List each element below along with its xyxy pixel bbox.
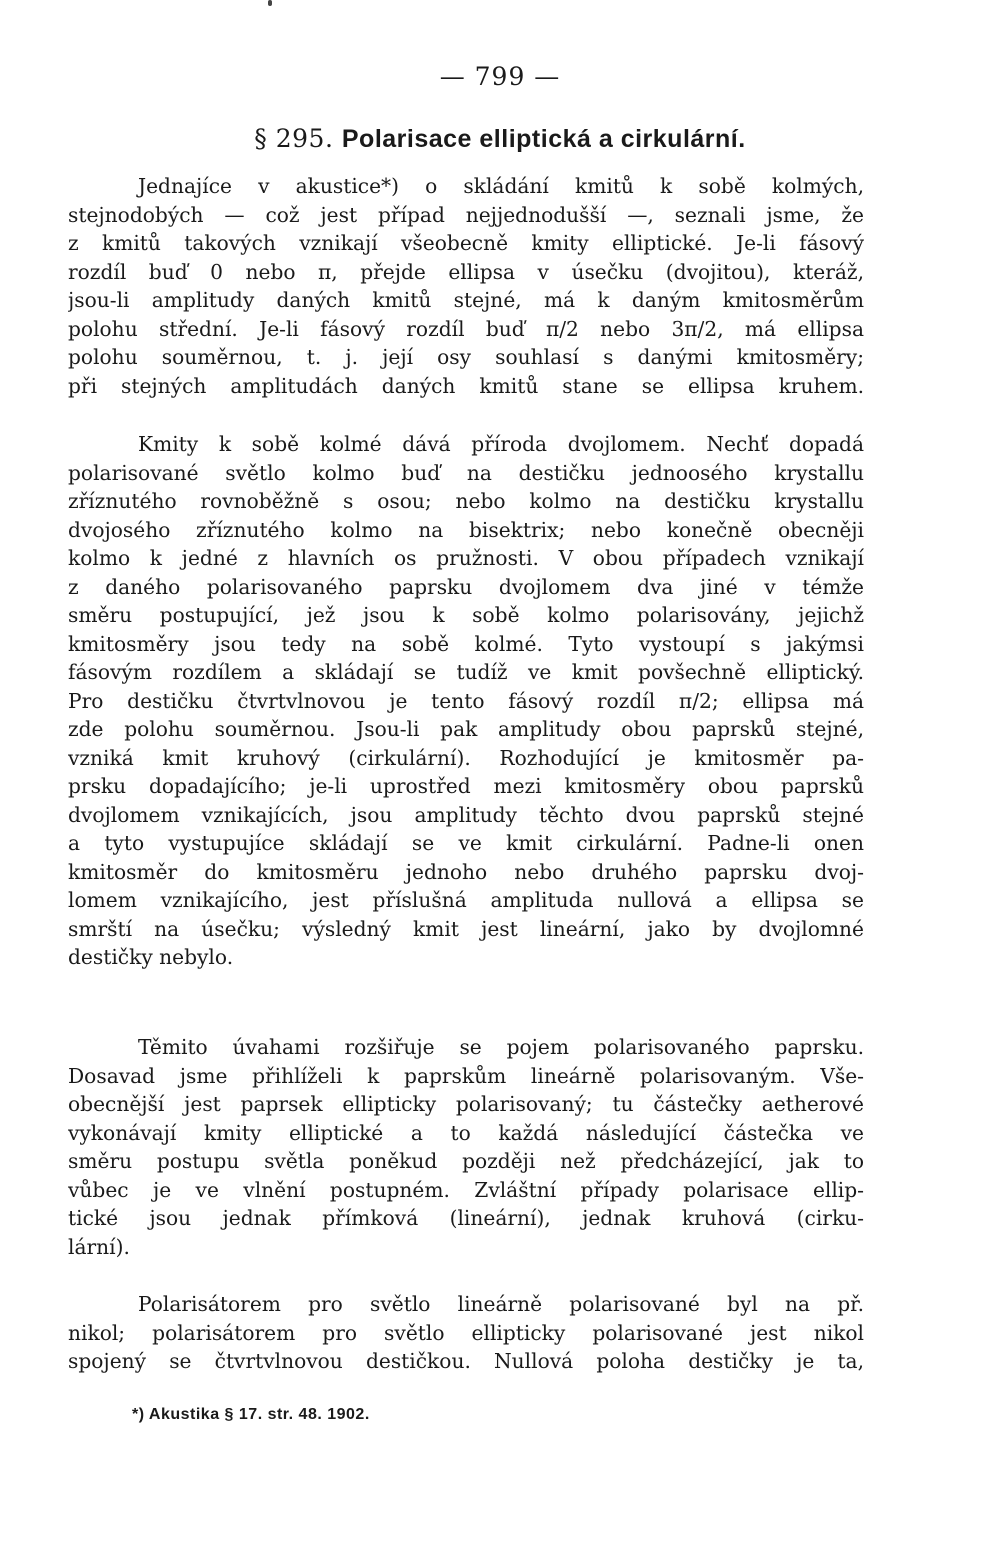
text-line: kmitosměr do kmitosměru jednoho nebo druhého paprsku dvoj-	[68, 859, 864, 884]
text-line: tické jsou jednak přímková (lineární), jednak kruhová (cirku-	[68, 1206, 864, 1230]
text-line: spojený se čtvrtvlnovou destičkou. Nullová poloha destičky je ta,	[68, 1349, 864, 1373]
text-line: Dosavad jsme přihlíželi k paprskům lineárně polarisovaným. Vše-	[68, 1063, 864, 1088]
section-title: Polarisace elliptická a cirkulární.	[341, 125, 746, 153]
section-heading	[0, 124, 1000, 154]
text-line: stejnodobých — což jest případ nejjednodušší —, seznali jsme, že	[68, 202, 864, 227]
paragraph-4	[68, 1290, 864, 1376]
text-line: nikol; polarisátorem pro světlo ellipticky polarisované jest nikol	[68, 1320, 864, 1345]
text-line: Pro destičku čtvrtvlnovou je tento fásový rozdíl π/2; ellipsa má	[68, 688, 864, 713]
text-line: Jednajíce v akustice*) o skládání kmitů k sobě kolmých,	[138, 174, 864, 198]
paragraph-1	[68, 172, 864, 400]
paragraph-2	[68, 430, 864, 972]
page-number: — 799 —	[439, 62, 561, 91]
text-line: jsou-li amplitudy daných kmitů stejné, má k daným kmitosměrům	[68, 288, 864, 312]
text-line: vzniká kmit kruhový (cirkulární). Rozhodující je kmitosměr pa-	[68, 745, 864, 770]
text-line: lomem vznikajícího, jest příslušná amplituda nullová a ellipsa se	[68, 888, 864, 912]
text-line: polohu střední. Je-li fásový rozdíl buď π/2 nebo 3π/2, má ellipsa	[68, 316, 864, 341]
text-line: z kmitů takových vznikají všeobecně kmity elliptické. Je-li fásový	[68, 231, 864, 255]
text-line: dvojosého zříznutého kolmo na bisektrix; nebo konečně obecněji	[68, 517, 864, 542]
text-line: zříznutého rovnoběžně s osou; nebo kolmo na destičku krystallu	[68, 489, 864, 513]
text-line: kolmo k jedné z hlavních os pružnosti. V obou případech vznikají	[68, 546, 864, 570]
text-line: polarisované světlo kolmo buď na destičku jednoosého krystallu	[68, 460, 864, 485]
text-line: destičky nebylo.	[68, 945, 234, 969]
text-line: zde polohu souměrnou. Jsou-li pak amplitudy obou paprsků stejné,	[68, 717, 864, 741]
paragraph-3	[68, 1033, 864, 1261]
text-line: polohu souměrnou, t. j. její osy souhlasí s danými kmitosměry;	[68, 345, 864, 369]
text-line: směru postupující, jež jsou k sobě kolmo polarisovány, jejichž	[68, 603, 864, 627]
text-line: a tyto vystupujíce skládají se ve kmit cirkulární. Padne-li onen	[68, 831, 864, 855]
text-line: fásovým rozdílem a skládají se tudíž ve kmit povšechně elliptický.	[68, 660, 864, 684]
text-line: vůbec je ve vlnění postupném. Zvláštní případy polarisace ellip-	[68, 1177, 864, 1202]
text-line: Těmito úvahami rozšiřuje se pojem polarisovaného paprsku.	[138, 1035, 864, 1059]
text-line: lární).	[68, 1234, 130, 1259]
text-line: směru postupu světla poněkud později než předcházející, jak to	[68, 1149, 864, 1173]
section-number: § 295.	[254, 124, 334, 153]
text-line: Kmity k sobě kolmé dává příroda dvojlomem. Nechť dopadá	[138, 432, 864, 456]
text-line: vykonávají kmity elliptické a to každá následující částečka ve	[68, 1120, 864, 1145]
text-line: smrští na úsečku; výsledný kmit jest lineární, jako by dvojlomné	[68, 916, 864, 941]
text-line: dvojlomem vznikajících, jsou amplitudy těchto dvou paprsků stejné	[68, 802, 864, 827]
text-line: při stejných amplitudách daných kmitů stane se ellipsa kruhem.	[68, 373, 864, 398]
text-line: prsku dopadajícího; je-li uprostřed mezi kmitosměry obou paprsků	[68, 774, 864, 798]
text-line: obecnější jest paprsek ellipticky polarisovaný; tu částečky aetherové	[68, 1092, 864, 1116]
print-speck	[268, 0, 272, 6]
text-line: kmitosměry jsou tedy na sobě kolmé. Tyto vystoupí s jakýmsi	[68, 631, 864, 656]
text-line: rozdíl buď 0 nebo π, přejde ellipsa v úsečku (dvojitou), kteráž,	[68, 259, 864, 284]
text-line: Polarisátorem pro světlo lineárně polarisované byl na př.	[138, 1292, 864, 1316]
footnote: *) Akustika § 17. str. 48. 1902.	[132, 1406, 370, 1423]
text-line: z daného polarisovaného paprsku dvojlomem dva jiné v témže	[68, 574, 864, 599]
